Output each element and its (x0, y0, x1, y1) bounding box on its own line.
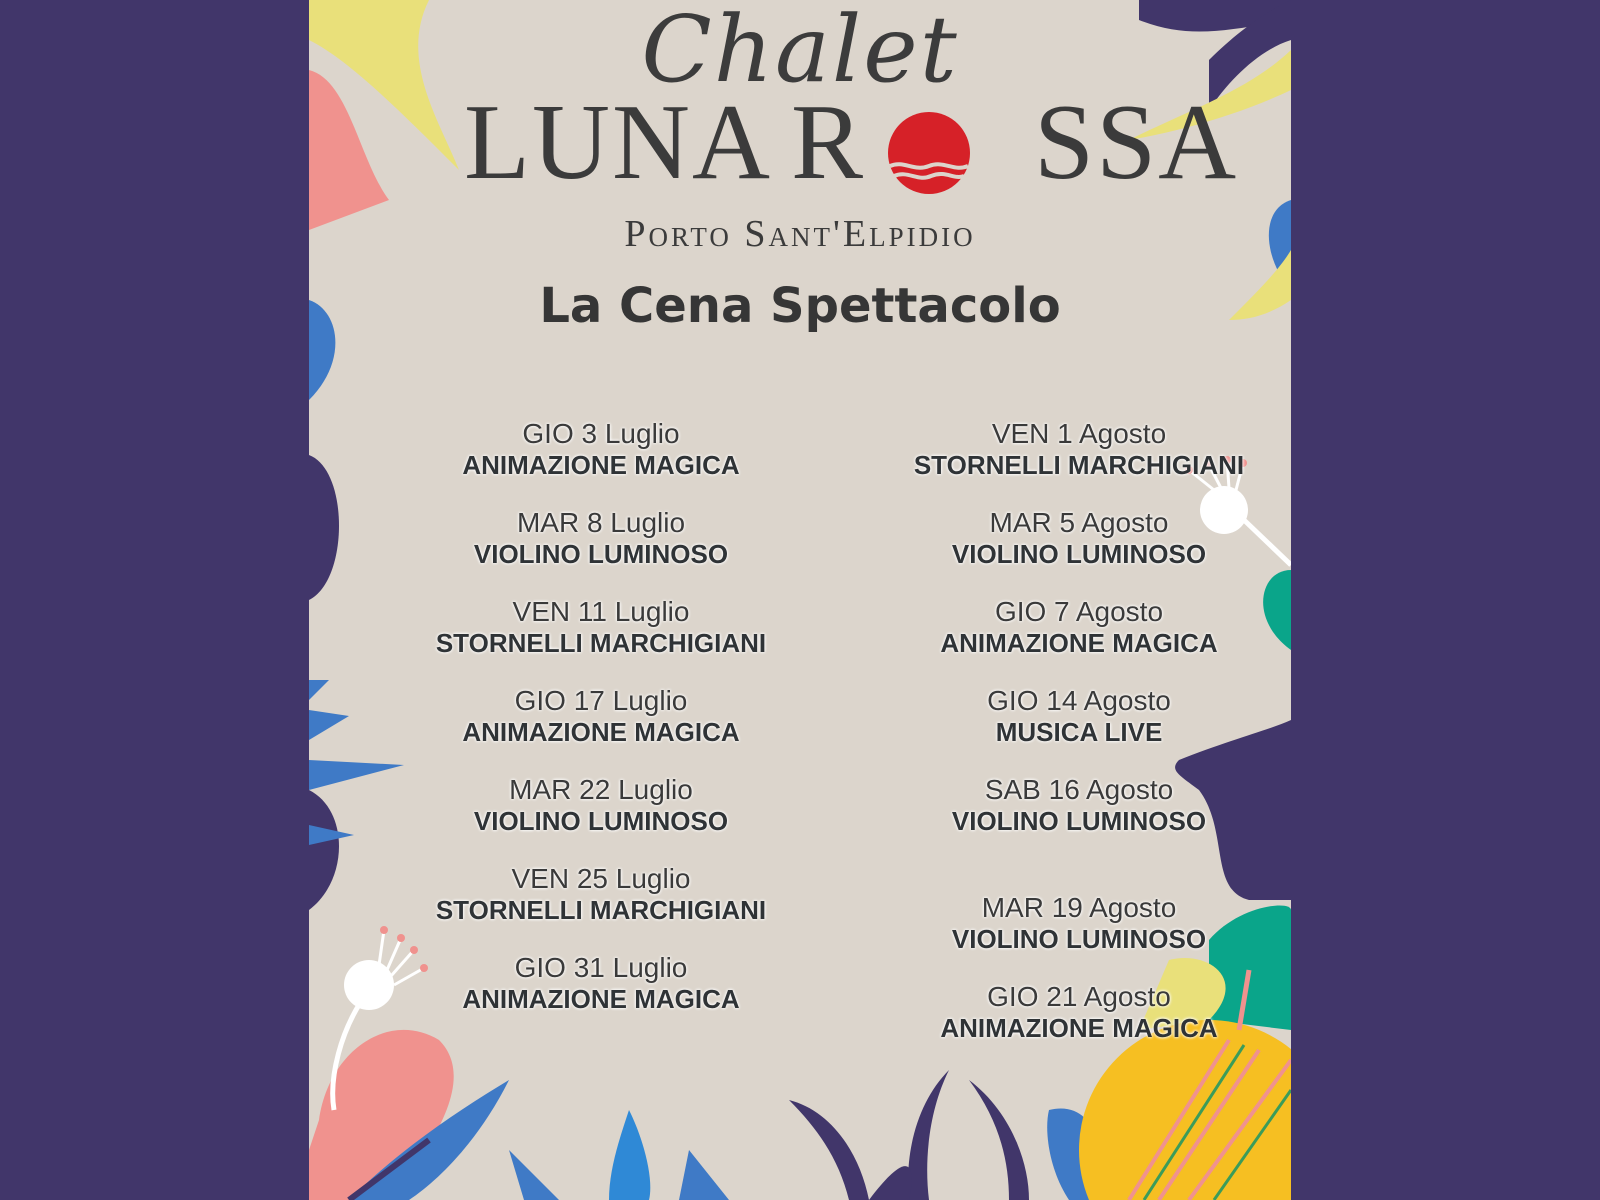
event-title: VIOLINO LUMINOSO (951, 924, 1207, 954)
schedule-item (391, 774, 811, 863)
schedule-item (869, 774, 1289, 863)
event-title: VIOLINO LUMINOSO (473, 539, 729, 569)
event-title: VIOLINO LUMINOSO (951, 806, 1207, 836)
event-title: ANIMAZIONE MAGICA (940, 1013, 1218, 1043)
spacer (869, 863, 1289, 892)
event-date: GIO 31 Luglio (514, 952, 688, 983)
poster (309, 0, 1291, 1200)
event-title: MUSICA LIVE (995, 717, 1163, 747)
event-date: VEN 11 Luglio (512, 596, 690, 627)
event-date: GIO 3 Luglio (522, 418, 680, 449)
event-title: ANIMAZIONE MAGICA (462, 450, 740, 480)
event-date: GIO 14 Agosto (987, 685, 1171, 716)
event-subtitle: La Cena Spettacolo (539, 278, 1061, 334)
schedule-item (391, 507, 811, 596)
schedule-item (391, 863, 811, 952)
event-title: ANIMAZIONE MAGICA (462, 717, 740, 747)
event-date: MAR 5 Agosto (989, 507, 1169, 538)
event-date: SAB 16 Agosto (984, 774, 1174, 805)
event-date: GIO 17 Luglio (514, 685, 688, 716)
event-date: MAR 19 Agosto (981, 892, 1177, 923)
event-title: ANIMAZIONE MAGICA (940, 628, 1218, 658)
schedule-item (391, 596, 811, 685)
event-title: VIOLINO LUMINOSO (951, 539, 1207, 569)
schedule-item (391, 952, 811, 1041)
event-date: MAR 22 Luglio (509, 774, 693, 805)
red-sun-icon (886, 110, 972, 196)
schedule-item (869, 418, 1289, 507)
event-date: GIO 7 Agosto (994, 596, 1164, 627)
july-schedule (391, 418, 811, 1041)
schedule-item (869, 596, 1289, 685)
schedule-item (391, 685, 811, 774)
brand-word-luna: LUNA (464, 83, 772, 202)
brand-logo (464, 83, 1239, 202)
schedule-item (869, 685, 1289, 774)
event-date: MAR 8 Luglio (516, 507, 686, 538)
event-title: VIOLINO LUMINOSO (473, 806, 729, 836)
location-label: Porto Sant'Elpidio (624, 213, 976, 255)
event-title: ANIMAZIONE MAGICA (462, 984, 740, 1014)
brand-word-ssa: SSA (1034, 83, 1239, 202)
event-title: STORNELLI MARCHIGIANI (913, 450, 1245, 480)
schedule-item (869, 892, 1289, 981)
schedule-item (391, 418, 811, 507)
brand-word-r: R (791, 83, 866, 202)
august-schedule (869, 418, 1289, 1070)
event-date: VEN 25 Luglio (511, 863, 691, 894)
event-date: GIO 21 Agosto (987, 981, 1171, 1012)
schedule-item (869, 981, 1289, 1070)
event-title: STORNELLI MARCHIGIANI (435, 628, 767, 658)
event-title: STORNELLI MARCHIGIANI (435, 895, 767, 925)
event-date: VEN 1 Agosto (991, 418, 1167, 449)
schedule-item (869, 507, 1289, 596)
brand-script: Chalet (641, 0, 959, 103)
